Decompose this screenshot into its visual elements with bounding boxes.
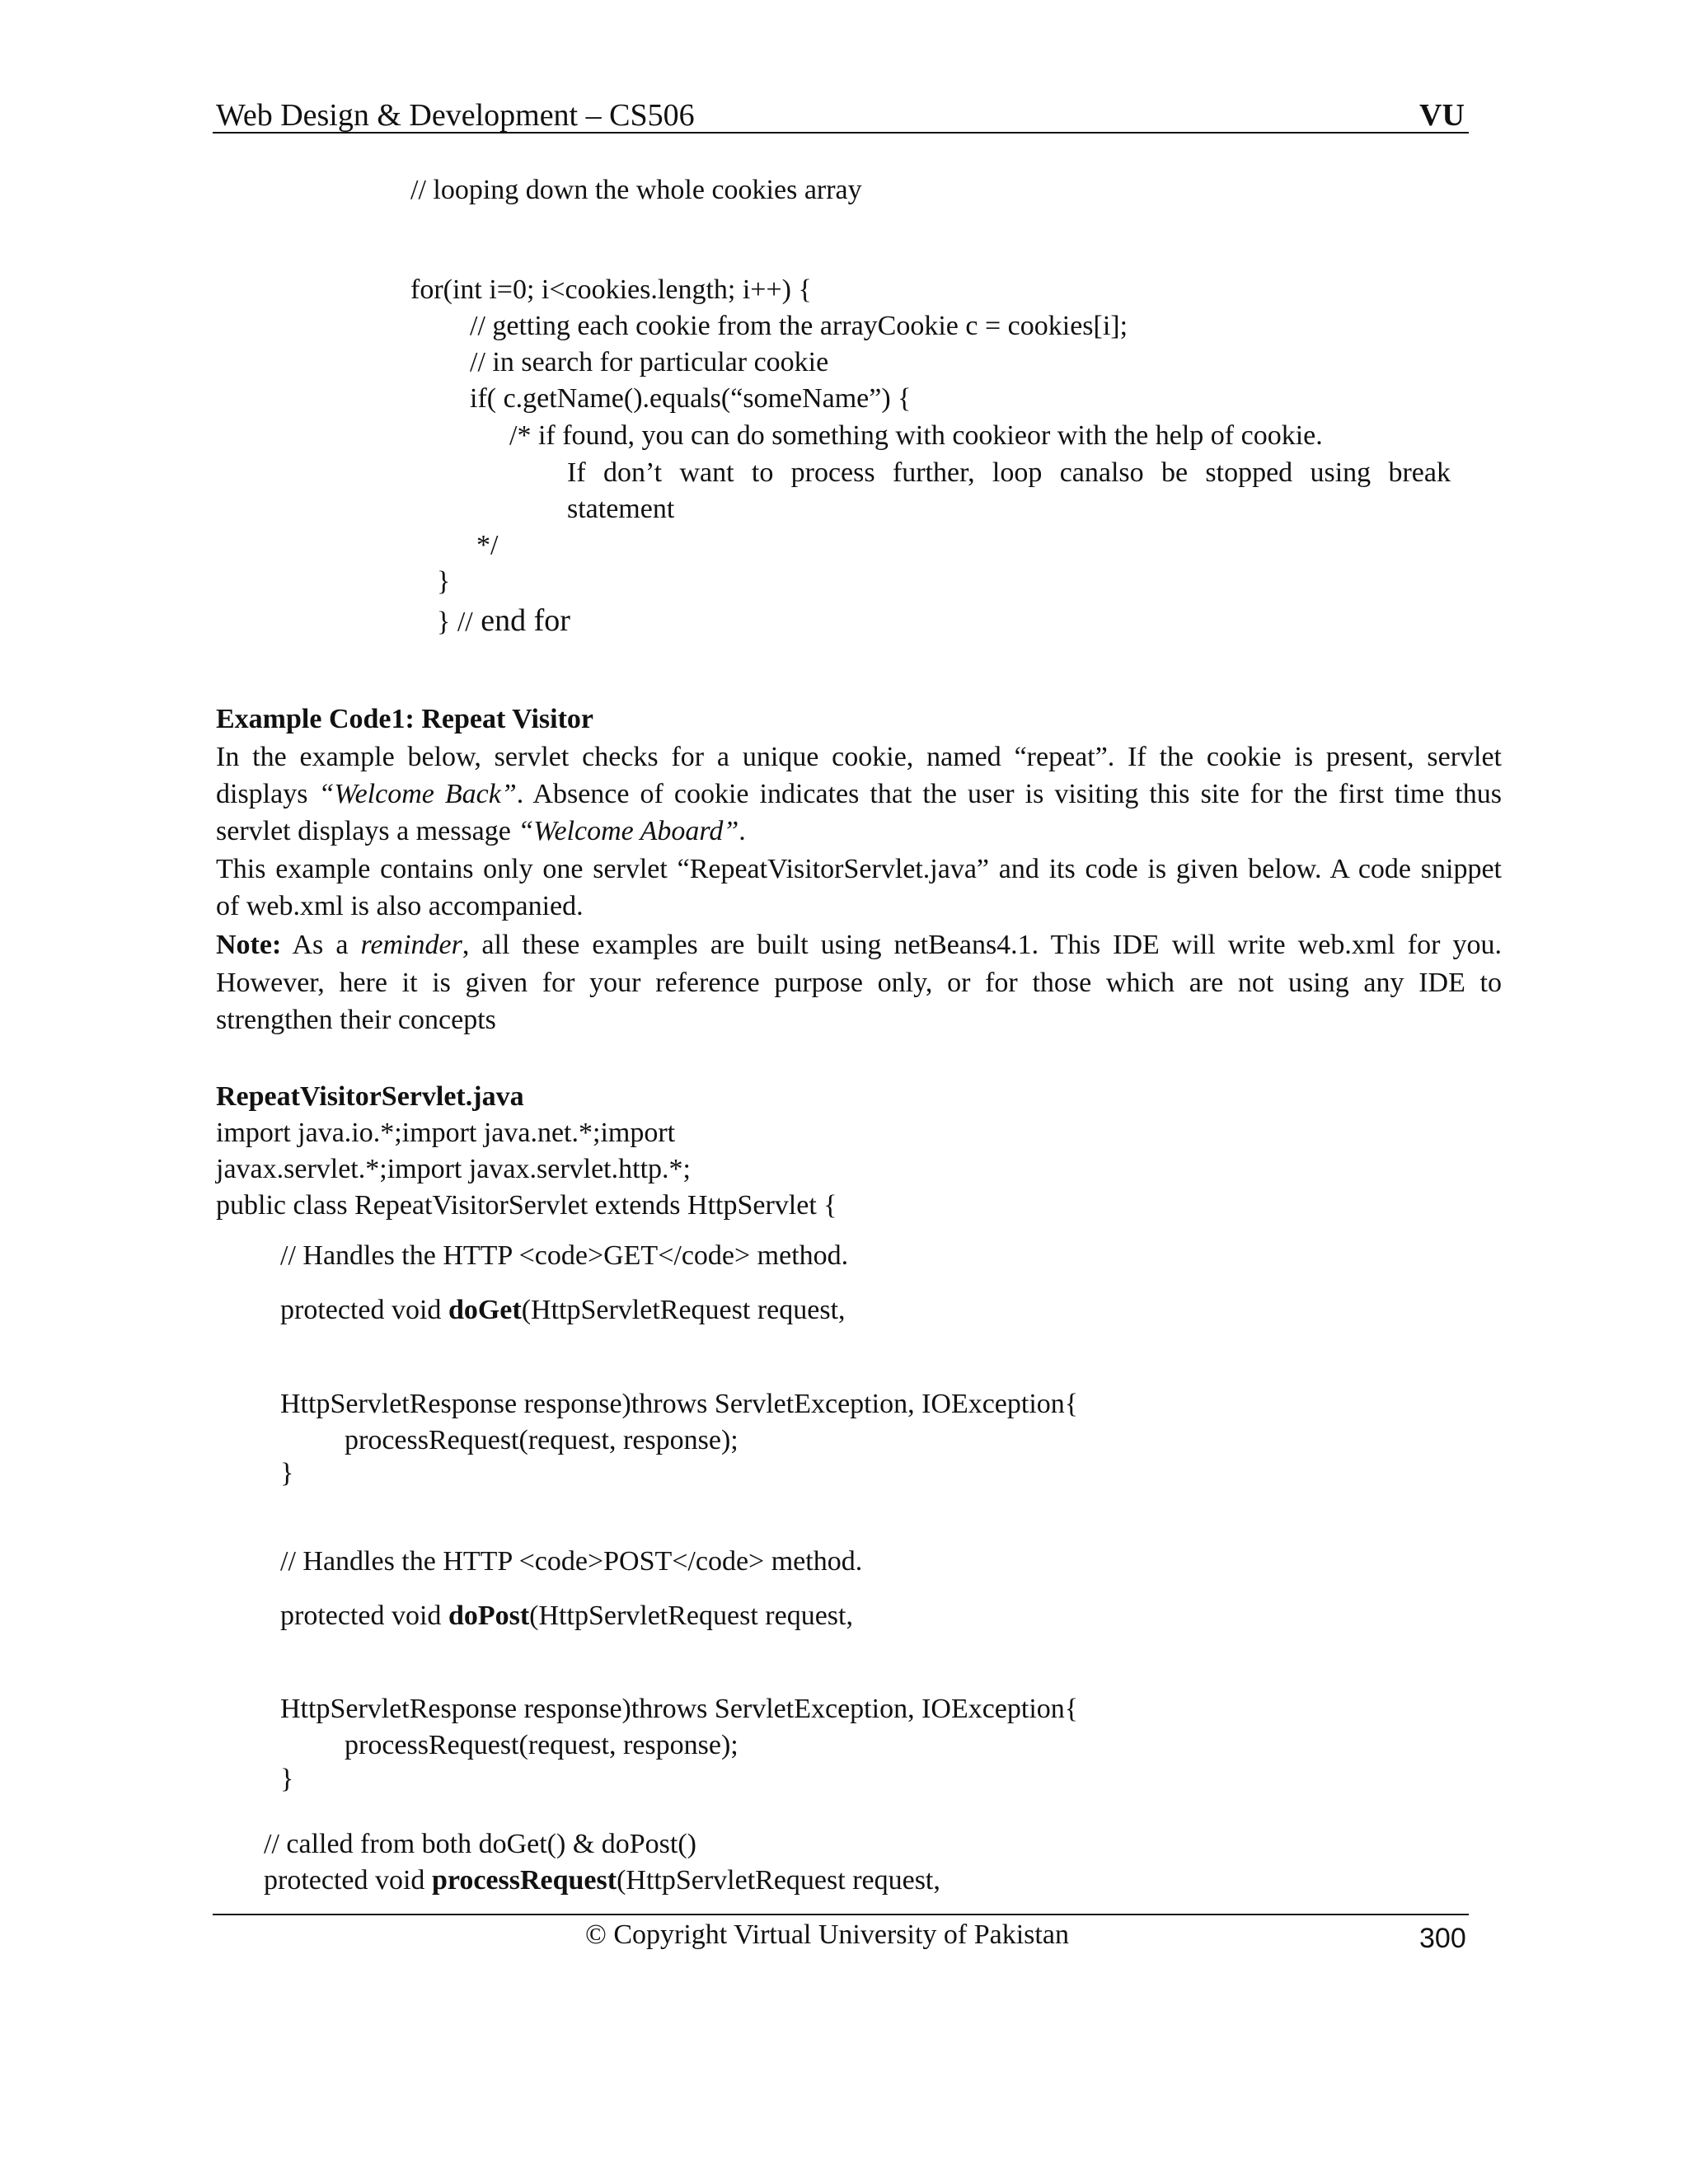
welcome-back-text: “Welcome Back” (318, 779, 517, 809)
paragraph-line: of web.xml is also accompanied. (216, 891, 584, 921)
code-line: public class RepeatVisitorServlet extends HttpServlet { (216, 1190, 837, 1221)
paragraph-line: This example contains only one servlet “RepeatVisitorServlet.java” and its code is given below. A code snippet (216, 854, 1502, 884)
code-line: If don’t want to process further, loop canalso be stopped using break (567, 457, 1451, 488)
note-line: However, here it is given for your reference purpose only, or for those which are not using any IDE to (216, 968, 1502, 998)
code-comment: // Handles the HTTP <code>GET</code> method. (280, 1240, 849, 1271)
code-line: statement (567, 494, 675, 524)
end-for-brace: } // (437, 607, 473, 637)
note-line: Note: As a reminder, all these examples are built using netBeans4.1. This IDE will write web.xml for you. (216, 930, 1502, 960)
code-line: if( c.getName().equals(“someName”) { (470, 383, 912, 414)
note-label: Note: (216, 930, 282, 960)
code-line: HttpServletResponse response)throws ServletException, IOException{ (280, 1694, 1079, 1724)
code-line: } (280, 1764, 294, 1794)
note-line: strengthen their concepts (216, 1005, 496, 1035)
code-line: } (437, 566, 451, 597)
paragraph-line: In the example below, servlet checks for a unique cookie, named “repeat”. If the cookie is present, servlet (216, 742, 1502, 772)
code-line: /* if found, you can do something with cookieor with the help of cookie. (509, 420, 1323, 451)
processrequest-method-name: processRequest (431, 1865, 617, 1896)
code-line: for(int i=0; i<cookies.length; i++) { (410, 274, 812, 305)
doget-method-name: doGet (448, 1295, 522, 1325)
header-rule (213, 132, 1469, 134)
code-line: import java.io.*;import java.net.*;import (216, 1118, 676, 1148)
code-line: HttpServletResponse response)throws ServletException, IOException{ (280, 1389, 1079, 1419)
welcome-aboard-text: “Welcome Aboard” (518, 816, 739, 846)
code-line: */ (476, 530, 499, 560)
example-heading: Example Code1: Repeat Visitor (216, 704, 594, 734)
running-header-title: Web Design & Development – CS506 (216, 98, 695, 133)
page-number: 300 (1419, 1923, 1466, 1954)
code-line: processRequest(request, response); (345, 1730, 738, 1760)
paragraph-line: servlet displays a message “Welcome Aboard”. (216, 816, 746, 846)
end-for-text: end for (472, 603, 570, 638)
code-line: javax.servlet.*;import javax.servlet.http.*; (216, 1154, 691, 1184)
code-line: } (280, 1458, 294, 1488)
code-line: // looping down the whole cookies array (410, 175, 862, 205)
code-line-end-for (437, 602, 570, 640)
footer-rule (213, 1914, 1469, 1915)
code-line: protected void doGet(HttpServletRequest request, (280, 1295, 846, 1325)
footer-copyright: © Copyright Virtual University of Pakistan (585, 1919, 1069, 1950)
code-comment: // called from both doGet() & doPost() (264, 1829, 697, 1859)
code-line: // getting each cookie from the arrayCookie c = cookies[i]; (470, 311, 1128, 341)
code-line: processRequest(request, response); (345, 1425, 738, 1455)
code-line: // in search for particular cookie (470, 347, 829, 377)
servlet-filename: RepeatVisitorServlet.java (216, 1081, 524, 1112)
code-line: protected void processRequest(HttpServletRequest request, (264, 1865, 940, 1896)
dopost-method-name: doPost (448, 1601, 530, 1631)
running-header-brand: VU (1419, 98, 1465, 133)
code-line: protected void doPost(HttpServletRequest request, (280, 1601, 853, 1631)
code-comment: // Handles the HTTP <code>POST</code> method. (280, 1546, 863, 1577)
paragraph-line: displays “Welcome Back”. Absence of cookie indicates that the user is visiting this site for the first time thus (216, 779, 1502, 809)
